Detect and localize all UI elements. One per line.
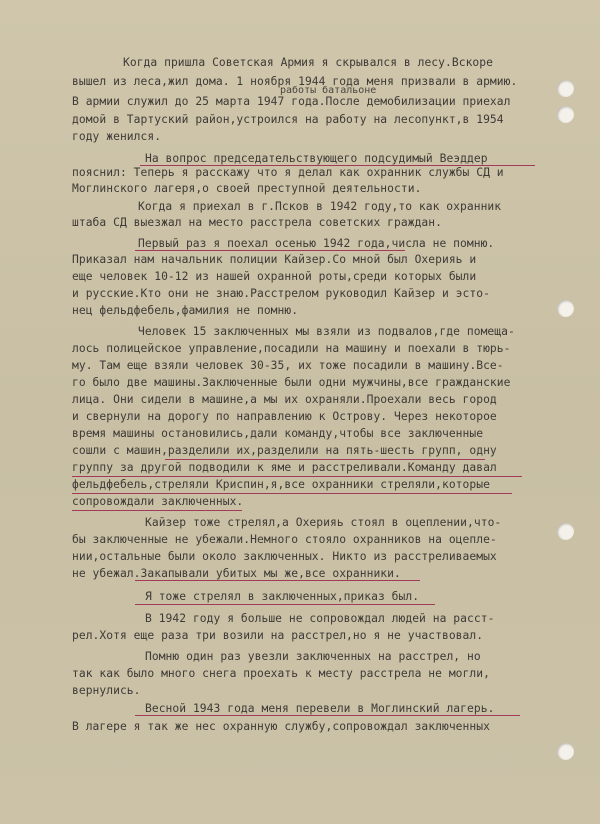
text-line: еще человек 10-12 из нашей охранной роты,среди которых были <box>72 270 477 283</box>
text-line: фельдфебель,стреляли Криспин,я,все охранники стреляли,которые <box>72 478 490 491</box>
text-line: рел.Хотя еще раза три возили на расстрел,но я не участвовал. <box>72 629 484 642</box>
text-line: бы заключенные не убежали.Немного стояло охранников на оцепле- <box>72 533 497 546</box>
text-line: Первый раз я поехал осенью 1942 года,числа не помню. <box>138 237 495 250</box>
red-underline <box>135 580 420 581</box>
text-line: не убежал.Закапывали убитых мы же,все охранники. <box>72 567 401 580</box>
text-line: сошли с машин,разделили их,разделили на пять-шесть групп, одну <box>72 444 497 457</box>
text-line: вышел из леса,жил дома. 1 ноября 1944 года меня призвали в армию. <box>72 75 518 88</box>
text-line: году женился. <box>72 130 162 143</box>
text-line: В армии служил до 25 марта 1947 года.После демобилизации приехал <box>72 95 511 108</box>
red-underline <box>135 715 520 716</box>
text-line: лица. Они сидели в машине,а мы их охраняли.Проехали весь город <box>72 393 497 406</box>
text-line: Приказал нам начальник полиции Кайзер.Со мной был Охерияь и <box>72 253 477 266</box>
red-underline <box>72 493 512 494</box>
text-line: На вопрос председательствующего подсудимый Веэддер <box>145 152 488 165</box>
text-line: лось полицейское управление,посадили на машину и поехали в тюрь- <box>72 342 511 355</box>
text-line: го было две машины.Заключенные были одни мужчины,все гражданские <box>72 376 511 389</box>
text-line: штаба СД выезжал на место расстрела советских граждан. <box>72 216 442 229</box>
text-line: Весной 1943 года меня перевели в Моглинский лагерь. <box>145 702 495 715</box>
text-line: Когда я приехал в г.Псков в 1942 году,то как охранник <box>138 200 502 213</box>
text-line: и русские.Кто они не знаю.Расстрелом руководил Кайзер и эсто- <box>72 287 490 300</box>
text-line: пояснил: Теперь я расскажу что я делал как охранник службы СД и <box>72 166 504 179</box>
text-line: Я тоже стрелял в заключенных,приказ был. <box>145 590 420 603</box>
text-line: время машины остановились,дали команду,чтобы все заключенные <box>72 427 484 440</box>
text-line: В лагере я так же нес охранную службу,сопровождал заключенных <box>72 720 490 733</box>
text-line: так как было много снега проехать к месту расстрела не могли, <box>72 667 490 680</box>
text-line: В 1942 году я больше не сопровождал людей на расст- <box>145 612 495 625</box>
text-line: му. Там еще взяли человек 30-35, их тоже посадили в машину.Все- <box>72 359 504 372</box>
text-line: и свернули на дорогу по направлению к Острову. Через некоторое <box>72 410 497 423</box>
text-line: Кайзер тоже стрелял,а Охерияь стоял в оцеплении,что- <box>145 516 502 529</box>
text-line: нии,остальные были около заключенных. Никто из расстреливаемых <box>72 550 497 563</box>
text-line: Моглинского лагеря,о своей преступной деятельности. <box>72 182 422 195</box>
overstrike-text: работы батальоне <box>280 85 377 96</box>
text-line: сопровождали заключенных. <box>72 495 244 508</box>
text-line: Когда пришла Советская Армия я скрывался в лесу.Вскоре <box>123 56 493 69</box>
red-underline <box>165 459 485 460</box>
red-underline <box>72 476 522 477</box>
red-underline <box>72 510 242 511</box>
red-underline <box>135 604 435 605</box>
text-line: вернулись. <box>72 684 141 697</box>
text-line: Человек 15 заключенных мы взяли из подвалов,где помеща- <box>138 325 515 338</box>
text-line: группу за другой подводили к яме и расстреливали.Команду давал <box>72 461 497 474</box>
red-underline <box>140 165 535 166</box>
text-line: нец фельдфебель,фамилия не помню. <box>72 304 299 317</box>
text-line: домой в Тартуский район,устроился на работу на лесопункт,в 1954 <box>72 113 504 126</box>
red-underline <box>135 250 405 251</box>
text-line: Помню один раз увезли заключенных на расстрел, но <box>145 650 481 663</box>
